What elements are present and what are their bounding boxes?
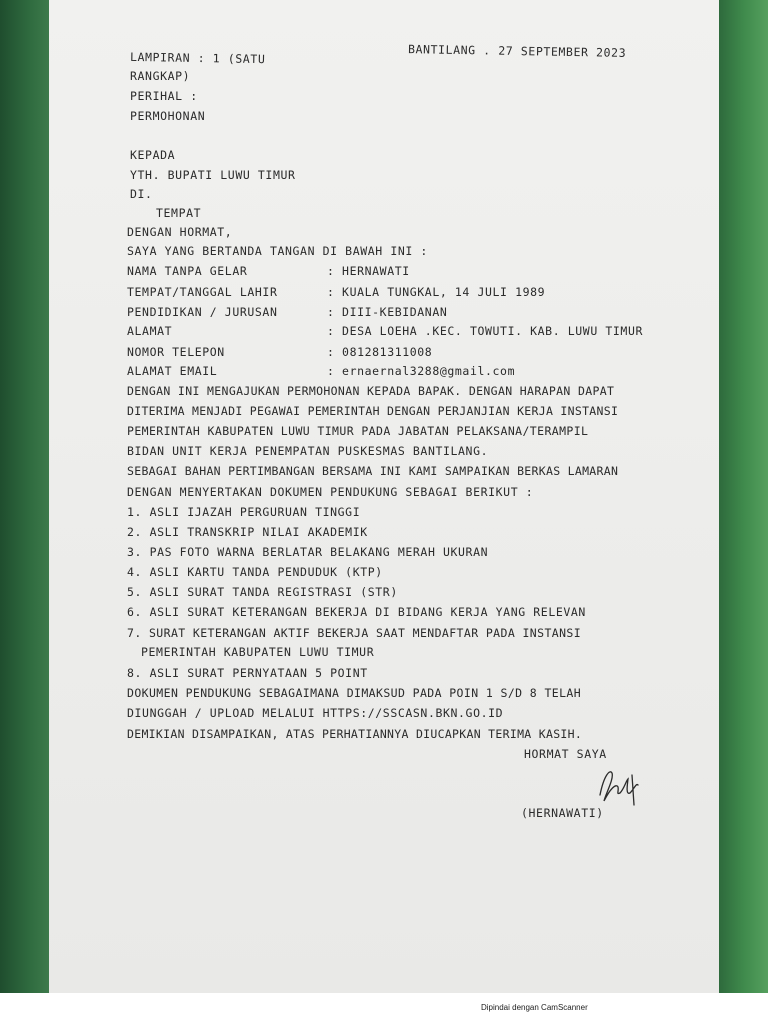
field-value-name: : HERNAWATI (327, 264, 410, 278)
intro-line: SAYA YANG BERTANDA TANGAN DI BAWAH INI : (127, 244, 428, 258)
background-right-strip (719, 0, 768, 993)
list-item: 5. ASLI SURAT TANDA REGISTRASI (STR) (127, 585, 398, 599)
field-value-phone: : 081281311008 (327, 345, 433, 359)
body1-line-1: DENGAN INI MENGAJUKAN PERMOHONAN KEPADA BAPAK. DENGAN HARAPAN DAPAT (127, 384, 615, 398)
lampiran-text: LAMPIRAN : 1 (SATU (129, 49, 266, 67)
list-item: 1. ASLI IJAZAH PERGURUAN TINGGI (127, 505, 361, 519)
place-date: BANTILANG . 27 SEPTEMBER 2023 (407, 42, 627, 60)
background-left-strip (0, 0, 49, 993)
regards-text: HORMAT SAYA (524, 747, 607, 761)
body3-line-2: DIUNGGAH / UPLOAD MELALUI HTTPS://SSCASN.BKN.GO.ID (127, 706, 504, 720)
letter-paper (49, 0, 719, 993)
perihal-value: PERMOHONAN (130, 109, 206, 123)
body2-line-1: SEBAGAI BAHAN PERTIMBANGAN BERSAMA INI KAMI SAMPAIKAN BERKAS LAMARAN (127, 464, 619, 478)
field-label-name: NAMA TANPA GELAR (127, 264, 248, 278)
perihal-label: PERIHAL : (130, 89, 198, 103)
list-item: 2. ASLI TRANSKRIP NILAI AKADEMIK (127, 525, 368, 539)
body1-line-3: PEMERINTAH KABUPATEN LUWU TIMUR PADA JABATAN PELAKSANA/TERAMPIL (127, 424, 589, 438)
field-label-address: ALAMAT (127, 324, 173, 338)
field-label-email: ALAMAT EMAIL (127, 364, 218, 378)
field-value-address: : DESA LOEHA .KEC. TOWUTI. KAB. LUWU TIMUR (327, 324, 643, 338)
field-label-birth: TEMPAT/TANGGAL LAHIR (127, 285, 278, 299)
body3-line-1: DOKUMEN PENDUKUNG SEBAGAIMANA DIMAKSUD PADA POIN 1 S/D 8 TELAH (127, 686, 582, 700)
signature-mark (594, 765, 644, 809)
list-item: 6. ASLI SURAT KETERANGAN BEKERJA DI BIDANG KERJA YANG RELEVAN (127, 605, 586, 619)
list-item: 4. ASLI KARTU TANDA PENDUDUK (KTP) (127, 565, 383, 579)
salutation: DENGAN HORMAT, (127, 225, 233, 239)
scanner-footer: Dipindai dengan CamScanner (481, 1003, 588, 1012)
list-item: 3. PAS FOTO WARNA BERLATAR BELAKANG MERAH UKURAN (127, 545, 489, 559)
body1-line-2: DITERIMA MENJADI PEGAWAI PEMERINTAH DENGAN PERJANJIAN KERJA INSTANSI (127, 404, 619, 418)
signer-name: (HERNAWATI) (521, 806, 604, 820)
field-value-email: : ernaernal3288@gmail.com (327, 364, 516, 378)
field-value-education: : DIII-KEBIDANAN (327, 305, 448, 319)
field-value-birth: : KUALA TUNGKAL, 14 JULI 1989 (327, 285, 546, 299)
list-item: 7. SURAT KETERANGAN AKTIF BEKERJA SAAT MENDAFTAR PADA INSTANSI (127, 626, 582, 640)
field-label-phone: NOMOR TELEPON (127, 345, 225, 359)
field-label-education: PENDIDIKAN / JURUSAN (127, 305, 278, 319)
recipient-text: YTH. BUPATI LUWU TIMUR (130, 168, 296, 182)
kepada-text: KEPADA (130, 148, 176, 162)
body1-line-4: BIDAN UNIT KERJA PENEMPATAN PUSKESMAS BANTILANG. (127, 444, 489, 458)
body2-line-2: DENGAN MENYERTAKAN DOKUMEN PENDUKUNG SEBAGAI BERIKUT : (127, 485, 534, 499)
di-text: DI. (130, 187, 153, 201)
tempat-text: TEMPAT (156, 206, 202, 220)
list-item: 8. ASLI SURAT PERNYATAAN 5 POINT (127, 666, 368, 680)
lampiran-cont-text: RANGKAP) (130, 69, 191, 83)
closing-line: DEMIKIAN DISAMPAIKAN, ATAS PERHATIANNYA DIUCAPKAN TERIMA KASIH. (127, 727, 583, 741)
list-item-continuation: PEMERINTAH KABUPATEN LUWU TIMUR (141, 645, 375, 659)
